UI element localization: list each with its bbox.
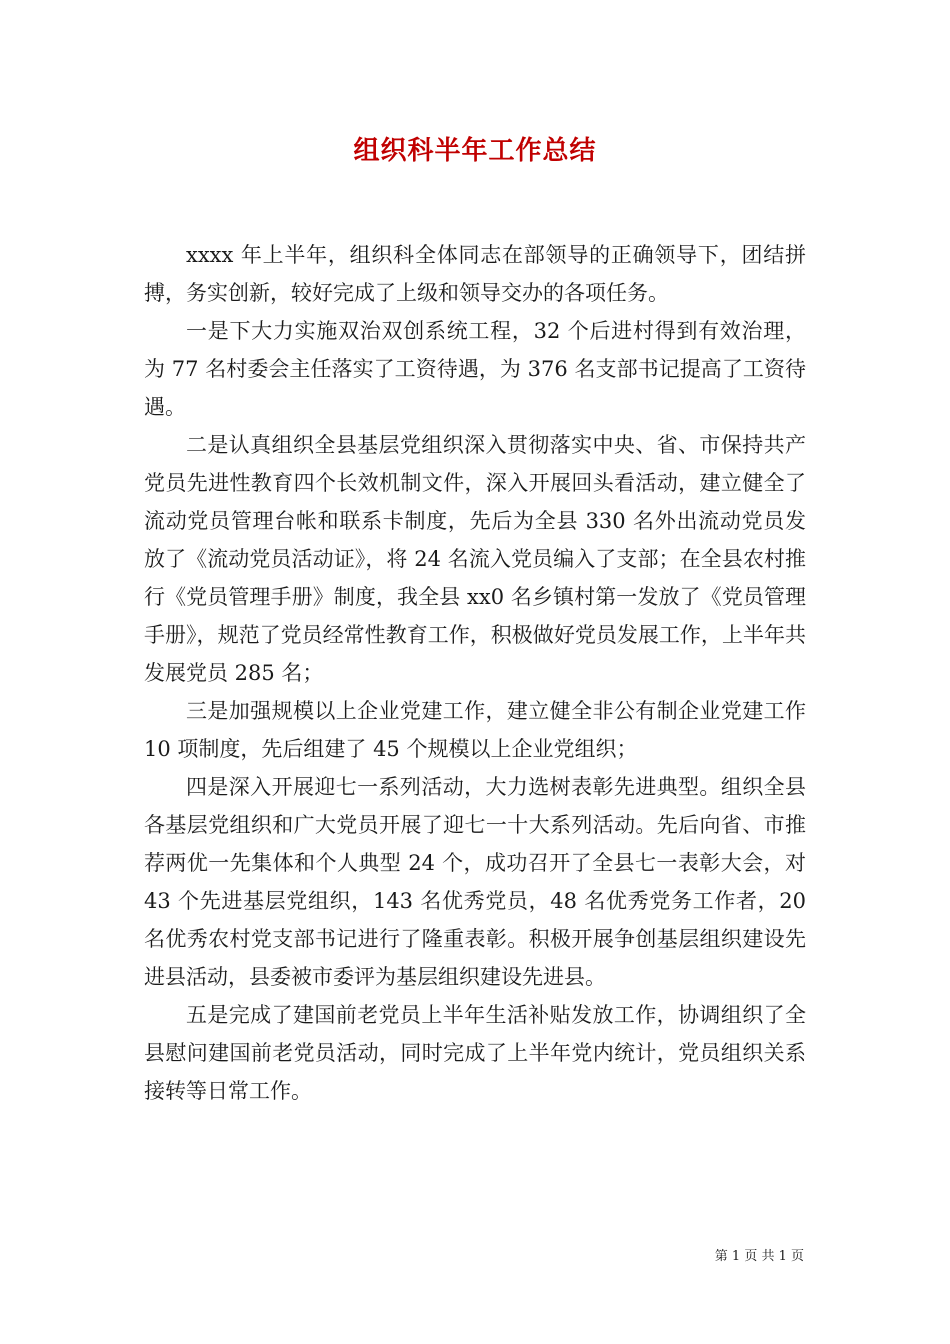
paragraph-item-2: 二是认真组织全县基层党组织深入贯彻落实中央、省、市保持共产党员先进性教育四个长效机制文件，深入开展回头看活动，建立健全了流动党员管理台帐和联系卡制度，先后为全县 330 名外出流动党员发放了《流动党员活动证》，将 24 名流入党员编入了支部；在全县农村推行《党员管理手册》制度，我全县 xx0 名乡镇村第一发放了《党员管理手册》，规范了党员经常性教育工作，积极做好党员发展工作，上半年共发展党员 285 名； xyxy=(144,433,806,685)
paragraph-item-4: 四是深入开展迎七一系列活动，大力选树表彰先进典型。组织全县各基层党组织和广大党员开展了迎七一十大系列活动。先后向省、市推荐两优一先集体和个人典型 24 个，成功召开了全县七一表彰大会，对 43 个先进基层党组织，143 名优秀党员，48 名优秀党务工作者，20 名优秀农村党支部书记进行了隆重表彰。积极开展争创基层组织建设先进县活动，县委被市委评为基层组织建设先进县。 xyxy=(144,775,806,989)
document-title: 组织科半年工作总结 xyxy=(353,136,597,166)
paragraph-item-3: 三是加强规模以上企业党建工作，建立健全非公有制企业党建工作 10 项制度，先后组建了 45 个规模以上企业党组织； xyxy=(144,699,806,761)
paragraph-item-5: 五是完成了建国前老党员上半年生活补贴发放工作，协调组织了全县慰问建国前老党员活动，同时完成了上半年党内统计，党员组织关系接转等日常工作。 xyxy=(144,1003,806,1103)
page-number: 第 1 页 共 1 页 xyxy=(714,1249,804,1264)
paragraph-item-1: 一是下大力实施双治双创系统工程，32 个后进村得到有效治理，为 77 名村委会主任落实了工资待遇，为 376 名支部书记提高了工资待遇。 xyxy=(144,319,806,419)
paragraph-intro: xxxx 年上半年，组织科全体同志在部领导的正确领导下，团结拼搏，务实创新，较好完成了上级和领导交办的各项任务。 xyxy=(144,243,806,305)
document-body xyxy=(144,236,806,1110)
